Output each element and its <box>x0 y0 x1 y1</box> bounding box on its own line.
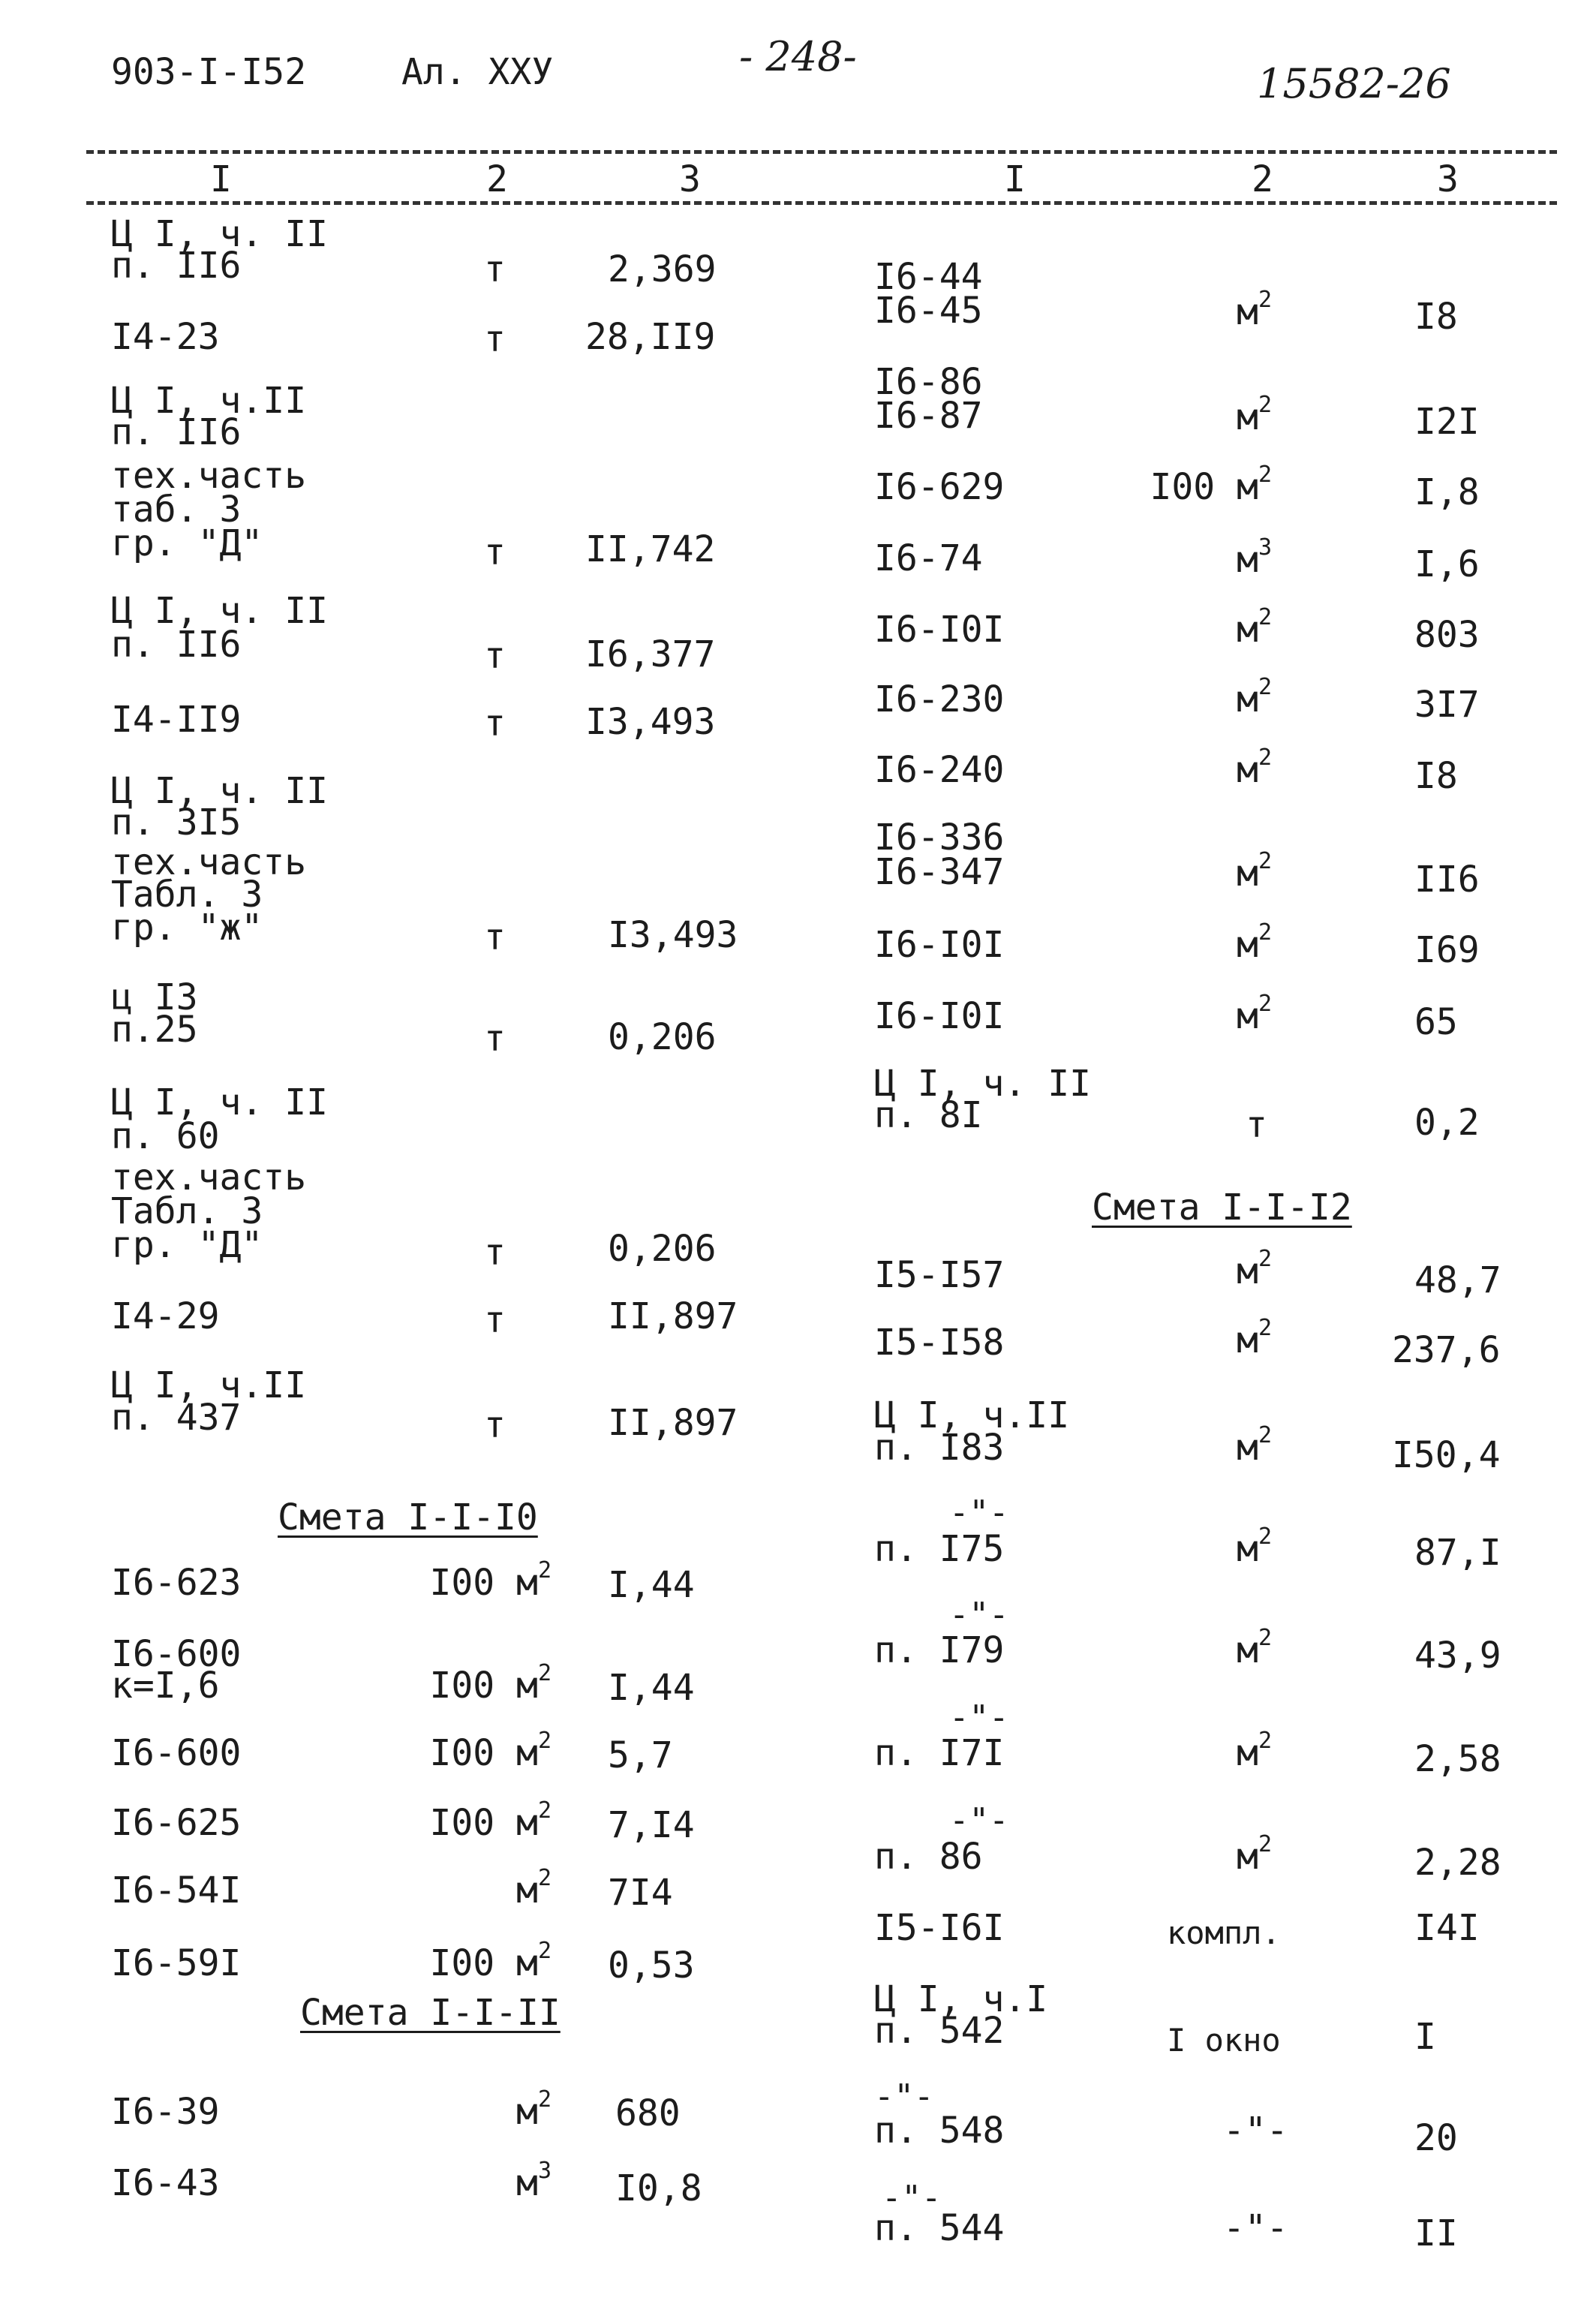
section-heading-smeta-1-1-10: Смета I-I-I0 <box>278 1496 538 1539</box>
row-code: I5-I57 <box>874 1254 1005 1296</box>
row-unit: I00 $м^2$ <box>429 1797 552 1844</box>
row-value: II,742 <box>585 528 716 570</box>
row-value: I,6 <box>1414 543 1480 585</box>
col-header-right-3: 3 <box>1437 158 1459 200</box>
row-unit: $м^2$ <box>1237 1315 1272 1361</box>
row-code: п. I83 <box>874 1427 1005 1469</box>
row-code: I6-347 <box>874 851 1005 893</box>
row-value: I3,493 <box>585 701 716 743</box>
row-unit: I00 $м^2$ <box>429 1557 552 1604</box>
row-unit: I00 $м^2$ <box>1150 462 1272 508</box>
ditto-mark: -"- <box>949 1698 1009 1737</box>
row-unit: $м^2$ <box>1237 674 1272 720</box>
row-unit: т <box>484 916 506 958</box>
row-code: Ц I, ч. II <box>111 1081 328 1123</box>
row-value: II,897 <box>608 1402 738 1444</box>
page-number: - 248- <box>739 33 857 80</box>
row-code: тех.часть <box>111 1157 307 1199</box>
row-unit: $м^2$ <box>1237 1831 1272 1878</box>
row-value: 87,I <box>1414 1532 1501 1574</box>
row-code: I5-I58 <box>874 1322 1005 1364</box>
row-value: 48,7 <box>1414 1259 1501 1301</box>
col-header-left-3: 3 <box>679 158 701 200</box>
row-unit: т <box>484 1299 506 1341</box>
row-code: п. 60 <box>111 1115 220 1157</box>
row-value: I,44 <box>608 1564 695 1606</box>
row-code: Ц I, ч.II <box>874 1394 1070 1436</box>
document-code: 903-I-I52 <box>111 51 307 93</box>
row-code: Ц I, ч. II <box>874 1063 1091 1105</box>
row-code: I6-240 <box>874 749 1005 791</box>
row-unit: т <box>484 635 506 677</box>
row-unit: т <box>484 1232 506 1274</box>
row-unit: $м^2$ <box>1237 287 1272 333</box>
row-code: I4-23 <box>111 316 220 358</box>
row-unit: -"- <box>1223 2110 1288 2152</box>
row-unit: $м^2$ <box>1237 1523 1272 1570</box>
row-value: 0,206 <box>608 1228 717 1270</box>
row-code: Ц I, ч.I <box>874 1978 1048 2020</box>
row-code: Ц I, ч.II <box>111 1364 307 1406</box>
row-value: I3,493 <box>608 914 738 956</box>
row-unit: -"- <box>1223 2207 1288 2249</box>
row-code: I6-629 <box>874 466 1005 508</box>
row-code: I6-43 <box>111 2162 220 2204</box>
row-unit: т <box>1246 1104 1267 1146</box>
row-code: п. II6 <box>111 411 242 453</box>
row-code: I4-II9 <box>111 699 242 741</box>
row-value: I50,4 <box>1392 1434 1501 1476</box>
row-code: I6-74 <box>874 537 983 579</box>
row-unit: $м^2$ <box>1237 604 1272 651</box>
ditto-mark: -"- <box>882 2179 942 2217</box>
ditto-mark: -"- <box>874 2077 934 2116</box>
row-value: 28,II9 <box>585 316 716 358</box>
row-value: I0,8 <box>615 2167 702 2209</box>
row-value: I,8 <box>1414 471 1480 513</box>
row-value: II6 <box>1414 859 1480 901</box>
row-code: I5-I6I <box>874 1907 1005 1949</box>
row-unit: $м^3$ <box>1237 534 1272 581</box>
row-code: I6-I0I <box>874 995 1005 1037</box>
row-value: 0,206 <box>608 1016 717 1058</box>
row-unit: I00 $м^2$ <box>429 1728 552 1774</box>
row-value: 2,58 <box>1414 1738 1501 1780</box>
row-code: п. 3I5 <box>111 802 242 844</box>
row-value: II <box>1414 2212 1458 2254</box>
section-heading-smeta-1-1-12: Смета I-I-I2 <box>1092 1187 1352 1229</box>
row-code: I6-600 <box>111 1633 242 1675</box>
row-code: I6-54I <box>111 1869 242 1911</box>
row-value: I6,377 <box>585 633 716 675</box>
row-code: п. 542 <box>874 2010 1005 2052</box>
header-top-rule <box>86 150 1557 154</box>
row-value: 43,9 <box>1414 1635 1501 1677</box>
row-code: I6-336 <box>874 817 1005 859</box>
row-value: I69 <box>1414 929 1480 971</box>
row-code: тех.часть <box>111 841 307 883</box>
row-code: I6-59I <box>111 1942 242 1984</box>
row-value: I8 <box>1414 755 1458 797</box>
row-code: п. I7I <box>874 1732 1005 1774</box>
row-code: п. 437 <box>111 1397 242 1439</box>
row-unit: $м^2$ <box>1237 919 1272 966</box>
row-code: I6-I0I <box>874 609 1005 651</box>
row-code: Ц I, ч. II <box>111 590 328 632</box>
row-unit: т <box>484 318 506 360</box>
row-unit: $м^2$ <box>1237 1422 1272 1469</box>
row-unit: $м^2$ <box>1237 848 1272 895</box>
row-value: 2,369 <box>608 248 717 290</box>
row-value: 680 <box>615 2092 681 2134</box>
row-code: Табл. 3 <box>111 1190 263 1232</box>
row-unit: т <box>484 702 506 744</box>
row-code: п.25 <box>111 1009 198 1051</box>
row-unit: $м^2$ <box>516 1865 552 1911</box>
row-code: тех.часть <box>111 455 307 497</box>
row-value: 20 <box>1414 2117 1458 2159</box>
row-value: 803 <box>1414 614 1480 656</box>
row-code: I4-29 <box>111 1295 220 1337</box>
row-value: 5,7 <box>608 1734 673 1776</box>
row-code: гр. "Д" <box>111 1224 263 1266</box>
row-code: I6-45 <box>874 290 983 332</box>
album-number: Ал. ХХУ <box>401 51 554 93</box>
row-unit: $м^2$ <box>1237 744 1272 791</box>
row-unit: т <box>484 531 506 573</box>
row-unit: т <box>484 248 506 290</box>
row-code: I6-623 <box>111 1562 242 1604</box>
ditto-mark: -"- <box>949 1596 1009 1634</box>
row-unit: т <box>484 1404 506 1446</box>
row-code: I6-44 <box>874 256 983 298</box>
row-code: гр. "ж" <box>111 907 263 949</box>
row-unit: I00 $м^2$ <box>429 1660 552 1707</box>
row-value: 237,6 <box>1392 1329 1501 1371</box>
row-code: Ц I, ч.II <box>111 380 307 422</box>
row-unit: $м^2$ <box>1237 1246 1272 1292</box>
row-code: п. I79 <box>874 1629 1005 1671</box>
row-unit: $м^2$ <box>1237 1728 1272 1774</box>
row-code: гр. "Д" <box>111 522 263 564</box>
row-unit: $м^3$ <box>516 2158 552 2204</box>
col-header-left-2: 2 <box>486 158 508 200</box>
row-code: п. 8I <box>874 1094 983 1136</box>
row-value: 7,I4 <box>608 1804 695 1846</box>
row-unit: $м^2$ <box>1237 392 1272 438</box>
row-value: 0,2 <box>1414 1102 1480 1144</box>
row-value: I8 <box>1414 296 1458 338</box>
row-unit: т <box>484 1018 506 1060</box>
ditto-mark: -"- <box>949 1801 1009 1839</box>
sheet-number: 15582-26 <box>1257 60 1451 107</box>
row-code: Табл. 3 <box>111 874 263 916</box>
row-code: п. 86 <box>874 1836 983 1878</box>
row-unit: I окно <box>1167 2022 1281 2059</box>
row-code: п. II6 <box>111 624 242 666</box>
row-code: п. I75 <box>874 1528 1005 1570</box>
row-unit: $м^2$ <box>1237 1625 1272 1671</box>
col-header-left-1: I <box>210 158 232 200</box>
row-value: I,44 <box>608 1667 695 1709</box>
row-value: 3I7 <box>1414 684 1480 726</box>
row-unit: $м^2$ <box>516 2086 552 2133</box>
row-value: I <box>1414 2016 1436 2058</box>
row-unit: I00 $м^2$ <box>429 1938 552 1984</box>
row-code: I6-230 <box>874 678 1005 720</box>
row-unit: компл. <box>1167 1914 1281 1951</box>
row-code: Ц I, ч. II <box>111 770 328 812</box>
row-value: I4I <box>1414 1907 1480 1949</box>
ditto-mark: -"- <box>949 1493 1009 1532</box>
col-header-right-1: I <box>1004 158 1026 200</box>
row-code: к=I,6 <box>111 1665 220 1707</box>
row-value: 7I4 <box>608 1872 673 1914</box>
row-code: п. 544 <box>874 2207 1005 2249</box>
row-code: I6-39 <box>111 2091 220 2133</box>
row-code: Ц I, ч. II <box>111 213 328 255</box>
row-value: II,897 <box>608 1295 738 1337</box>
row-code: I6-I0I <box>874 924 1005 966</box>
row-code: I6-87 <box>874 395 983 437</box>
col-header-right-2: 2 <box>1252 158 1273 200</box>
header-bottom-rule <box>86 201 1557 205</box>
row-value: 0,53 <box>608 1945 695 1987</box>
row-value: 2,28 <box>1414 1842 1501 1884</box>
row-code: I6-600 <box>111 1732 242 1774</box>
row-code: п. 548 <box>874 2110 1005 2152</box>
row-value: 65 <box>1414 1001 1458 1043</box>
row-code: таб. 3 <box>111 489 242 531</box>
row-value: I2I <box>1414 401 1480 443</box>
row-code: п. II6 <box>111 245 242 287</box>
row-unit: $м^2$ <box>1237 991 1272 1037</box>
row-code: I6-86 <box>874 361 983 403</box>
section-heading-smeta-1-1-11: Смета I-I-II <box>300 1992 561 2034</box>
row-code: I6-625 <box>111 1802 242 1844</box>
row-code: ц I3 <box>111 976 198 1018</box>
